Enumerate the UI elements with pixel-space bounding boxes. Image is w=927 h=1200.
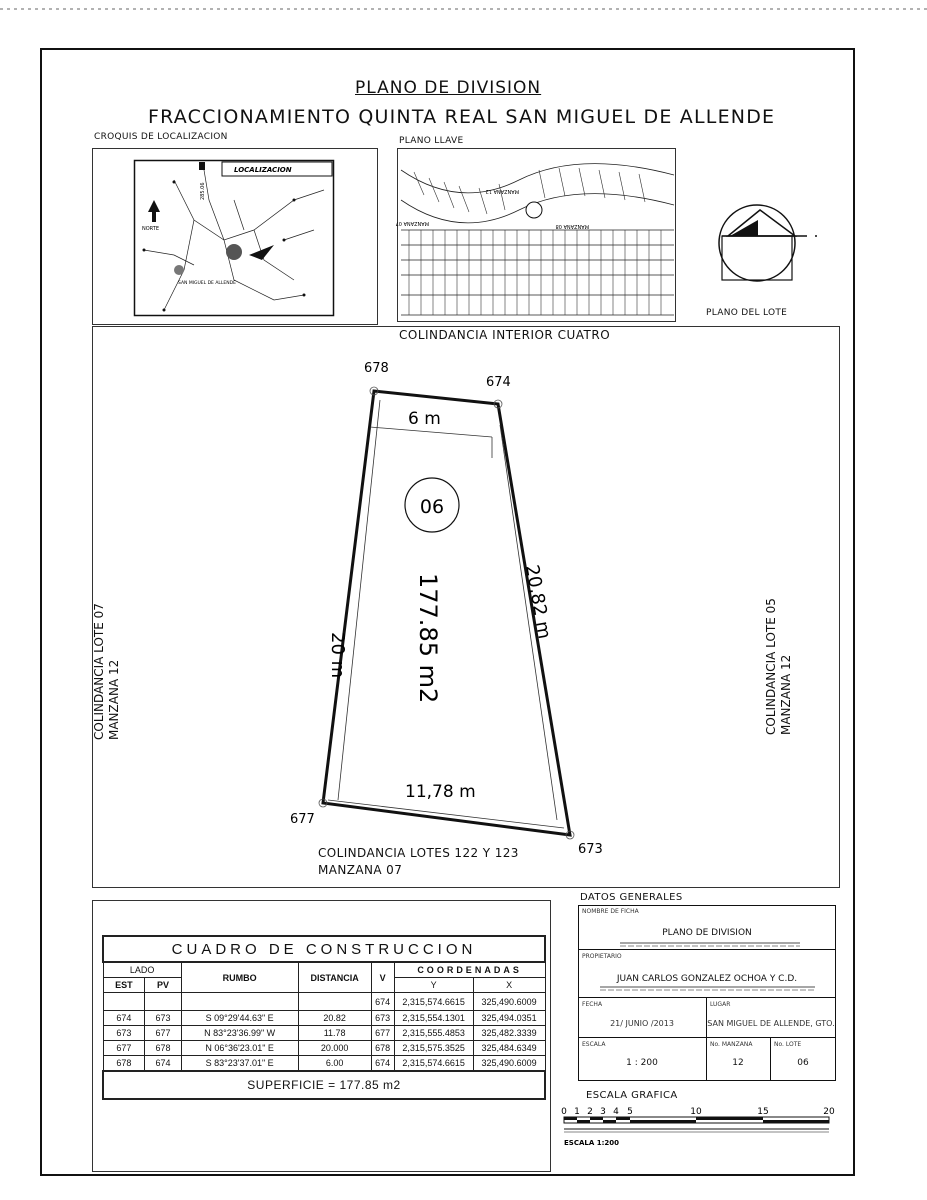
key-plan: [395, 150, 674, 320]
table-cell: 674: [103, 1011, 145, 1026]
table-cell: 674: [371, 1056, 394, 1072]
top-dotted-border: [0, 0, 927, 14]
map-road: 285.06: [200, 182, 206, 200]
table-cell: 325,484.6349: [473, 1041, 545, 1056]
east-adj-line-1: COLINDANCIA LOTE 05: [764, 598, 778, 735]
th-v: V: [371, 962, 394, 993]
scale-tick-label: 1: [574, 1107, 580, 1117]
nombre-value: PLANO DE DIVISION: [662, 928, 752, 938]
table-cell: 674: [145, 1056, 181, 1072]
propietario-label: PROPIETARIO: [582, 953, 622, 960]
table-cell: 325,490.6009: [473, 993, 545, 1011]
table-cell: 2,315,555.4853: [394, 1026, 473, 1041]
map-loc-title: LOCALIZACION: [234, 166, 292, 174]
south-boundary-label: [318, 845, 519, 879]
top-dimension: 6 m: [408, 409, 441, 429]
table-cell: 325,482.3339: [473, 1026, 545, 1041]
propietario-value: JUAN CARLOS GONZALEZ OCHOA Y C.D.: [616, 974, 798, 984]
nombre-label: NOMBRE DE FICHA: [582, 908, 639, 915]
construction-table: [102, 935, 546, 1100]
east-boundary-label: [764, 475, 794, 735]
map-north: NORTE: [142, 226, 159, 232]
table-cell: 677: [103, 1041, 145, 1056]
lot-key-icon: [710, 198, 825, 288]
vertex-label-678: 678: [364, 361, 389, 376]
table-cell: 678: [103, 1056, 145, 1072]
graphic-scale: [558, 1104, 840, 1152]
plano-llave-label: PLANO LLAVE: [399, 136, 464, 146]
key-label-2: MANZANA 07: [395, 220, 429, 226]
th-coordenadas: COORDENADAS: [394, 962, 545, 978]
vertex-label-674: 674: [486, 375, 511, 390]
south-adj-line-1: COLINDANCIA LOTES 122 Y 123: [318, 846, 519, 860]
fecha-label: FECHA: [582, 1001, 603, 1008]
th-lado: LADO: [103, 962, 181, 978]
lote-value: 06: [797, 1058, 809, 1068]
th-est: EST: [103, 978, 145, 993]
lugar-value: SAN MIGUEL DE ALLENDE, GTO.: [707, 1019, 835, 1028]
lot-area: 177.85 m2: [414, 573, 442, 704]
lugar-label: LUGAR: [710, 1001, 731, 1008]
scale-tick-label: 5: [627, 1107, 633, 1117]
scale-tick-label: 2: [587, 1107, 593, 1117]
propietario-underline: [600, 984, 815, 992]
scale-caption: ESCALA 1:200: [564, 1139, 619, 1147]
scale-tick-label: 20: [823, 1107, 835, 1117]
table-cell: S 09°29'44.63" E: [181, 1011, 298, 1026]
table-cell: N 83°23'36.99" W: [181, 1026, 298, 1041]
lot-plan-box: [92, 326, 840, 888]
table-cell: 2,315,574.6615: [394, 1056, 473, 1072]
table-cell: 2,315,554.1301: [394, 1011, 473, 1026]
table-cell: N 06°36'23.01" E: [181, 1041, 298, 1056]
table-row: [103, 1041, 545, 1056]
th-y: Y: [394, 978, 473, 993]
table-cell: 677: [371, 1026, 394, 1041]
table-cell: 2,315,574.6615: [394, 993, 473, 1011]
left-dimension: 20 m: [327, 632, 348, 679]
superficie-total: SUPERFICIE = 177.85 m2: [103, 1071, 545, 1099]
table-cell: 677: [145, 1026, 181, 1041]
table-cell: 20.000: [298, 1041, 371, 1056]
table-cell: 6.00: [298, 1056, 371, 1072]
th-distancia: DISTANCIA: [298, 962, 371, 993]
table-cell: 673: [103, 1026, 145, 1041]
table-row: [103, 1026, 545, 1041]
table-cell: 11.78: [298, 1026, 371, 1041]
manzana-label: No. MANZANA: [710, 1041, 753, 1048]
lote-label: No. LOTE: [774, 1041, 802, 1048]
table-cell: 325,490.6009: [473, 1056, 545, 1072]
bottom-dimension: 11,78 m: [405, 782, 476, 802]
table-cell: 678: [145, 1041, 181, 1056]
vertex-label-673: 673: [578, 842, 603, 857]
escala-value: 1 : 200: [626, 1058, 658, 1068]
north-boundary-label: COLINDANCIA INTERIOR CUATRO: [399, 328, 611, 342]
table-row: [103, 1011, 545, 1026]
table-cell: 674: [371, 993, 394, 1011]
west-adj-line-1: COLINDANCIA LOTE 07: [92, 603, 106, 740]
page-title: PLANO DE DIVISION: [355, 78, 542, 98]
table-cell: [181, 993, 298, 1011]
datos-divider-1: [706, 998, 707, 1038]
south-adj-line-2: MANZANA 07: [318, 863, 403, 877]
west-adj-line-2: MANZANA 12: [107, 659, 121, 740]
croquis-label: CROQUIS DE LOCALIZACION: [94, 132, 228, 142]
right-dimension: 20,82 m: [521, 563, 555, 641]
scale-tick-label: 10: [690, 1107, 702, 1117]
escala-grafica-label: ESCALA GRAFICA: [586, 1090, 678, 1101]
table-cell: 678: [371, 1041, 394, 1056]
construction-table-title: CUADRO DE CONSTRUCCION: [103, 936, 545, 962]
escala-label: ESCALA: [582, 1041, 606, 1048]
scale-tick-label: 0: [561, 1107, 567, 1117]
page-subtitle: FRACCIONAMIENTO QUINTA REAL SAN MIGUEL DE ALLENDE: [148, 106, 776, 128]
map-city: SAN MIGUEL DE ALLENDE: [178, 281, 236, 286]
th-rumbo: RUMBO: [181, 962, 298, 993]
plano-lote-label: PLANO DEL LOTE: [706, 308, 788, 318]
table-cell: 673: [371, 1011, 394, 1026]
th-pv: PV: [145, 978, 181, 993]
table-cell: 20.82: [298, 1011, 371, 1026]
scale-tick-label: 3: [600, 1107, 606, 1117]
th-x: X: [473, 978, 545, 993]
table-cell: 673: [145, 1011, 181, 1026]
manzana-value: 12: [732, 1058, 744, 1068]
table-row: [103, 1056, 545, 1072]
lot-number: 06: [419, 496, 445, 518]
datos-heading: DATOS GENERALES: [580, 892, 683, 903]
key-label-3: MANZANA 08: [555, 223, 589, 229]
table-cell: 2,315,575.3525: [394, 1041, 473, 1056]
key-label-1: MANZANA 12: [485, 188, 519, 194]
table-cell: 325,494.0351: [473, 1011, 545, 1026]
datos-row-3: [578, 998, 836, 1038]
east-adj-line-2: MANZANA 12: [779, 654, 793, 735]
table-cell: S 83°23'37.01" E: [181, 1056, 298, 1072]
scale-tick-label: 15: [757, 1107, 769, 1117]
west-boundary-label: [92, 480, 122, 740]
fecha-value: 21/ JUNIO /2013: [610, 1019, 674, 1028]
table-cell: [103, 993, 145, 1011]
scale-tick-label: 4: [613, 1107, 619, 1117]
location-map: [134, 160, 334, 316]
table-cell: [298, 993, 371, 1011]
nombre-underline: [620, 940, 800, 948]
vertex-label-677: 677: [290, 812, 315, 827]
table-cell: [145, 993, 181, 1011]
